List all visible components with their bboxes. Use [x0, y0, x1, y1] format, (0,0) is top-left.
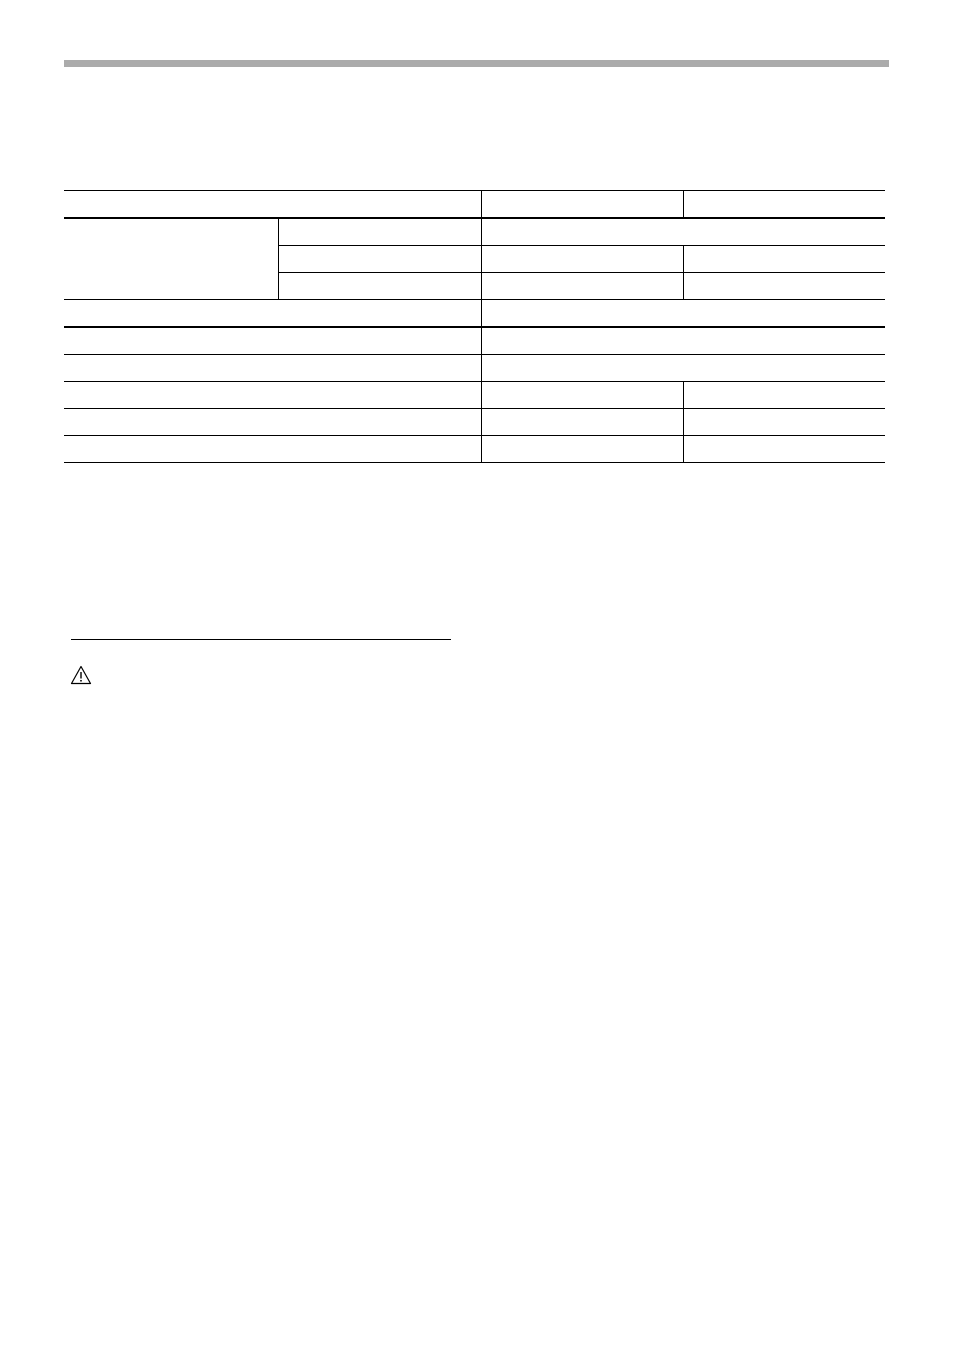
table-row [64, 436, 885, 463]
table-value-cell [481, 382, 683, 409]
table-row [64, 327, 885, 355]
table-row [64, 382, 885, 409]
table-header-cell [481, 191, 683, 219]
table-value-cell [683, 273, 885, 300]
table-value-cell [683, 246, 885, 273]
table-group-cell [64, 218, 278, 300]
table-label-cell [278, 246, 481, 273]
table-value-cell [683, 436, 885, 463]
table-value-cell [481, 436, 683, 463]
table-value-cell [683, 382, 885, 409]
table-label-cell [64, 355, 481, 382]
table-header-cell [64, 191, 481, 219]
table-row [64, 355, 885, 382]
table-header-cell [683, 191, 885, 219]
table-label-cell [64, 382, 481, 409]
warning-triangle-icon [70, 665, 92, 685]
table-value-cell [481, 300, 885, 328]
table-label-cell [278, 273, 481, 300]
table-label-cell [64, 409, 481, 436]
table-label-cell [64, 300, 481, 328]
table-row [64, 218, 885, 246]
table-value-cell [481, 355, 885, 382]
table-value-cell [481, 409, 683, 436]
table-value-cell [683, 409, 885, 436]
table-value-cell [481, 246, 683, 273]
specification-table [64, 190, 885, 463]
table-label-cell [278, 218, 481, 246]
table-row [64, 300, 885, 328]
table-value-cell [481, 273, 683, 300]
table-label-cell [64, 327, 481, 355]
table-value-cell [481, 218, 885, 246]
section-rule [71, 639, 451, 640]
table-label-cell [64, 436, 481, 463]
header-rule [64, 60, 889, 67]
table-row [64, 409, 885, 436]
table-value-cell [481, 327, 885, 355]
table-header-row [64, 191, 885, 219]
